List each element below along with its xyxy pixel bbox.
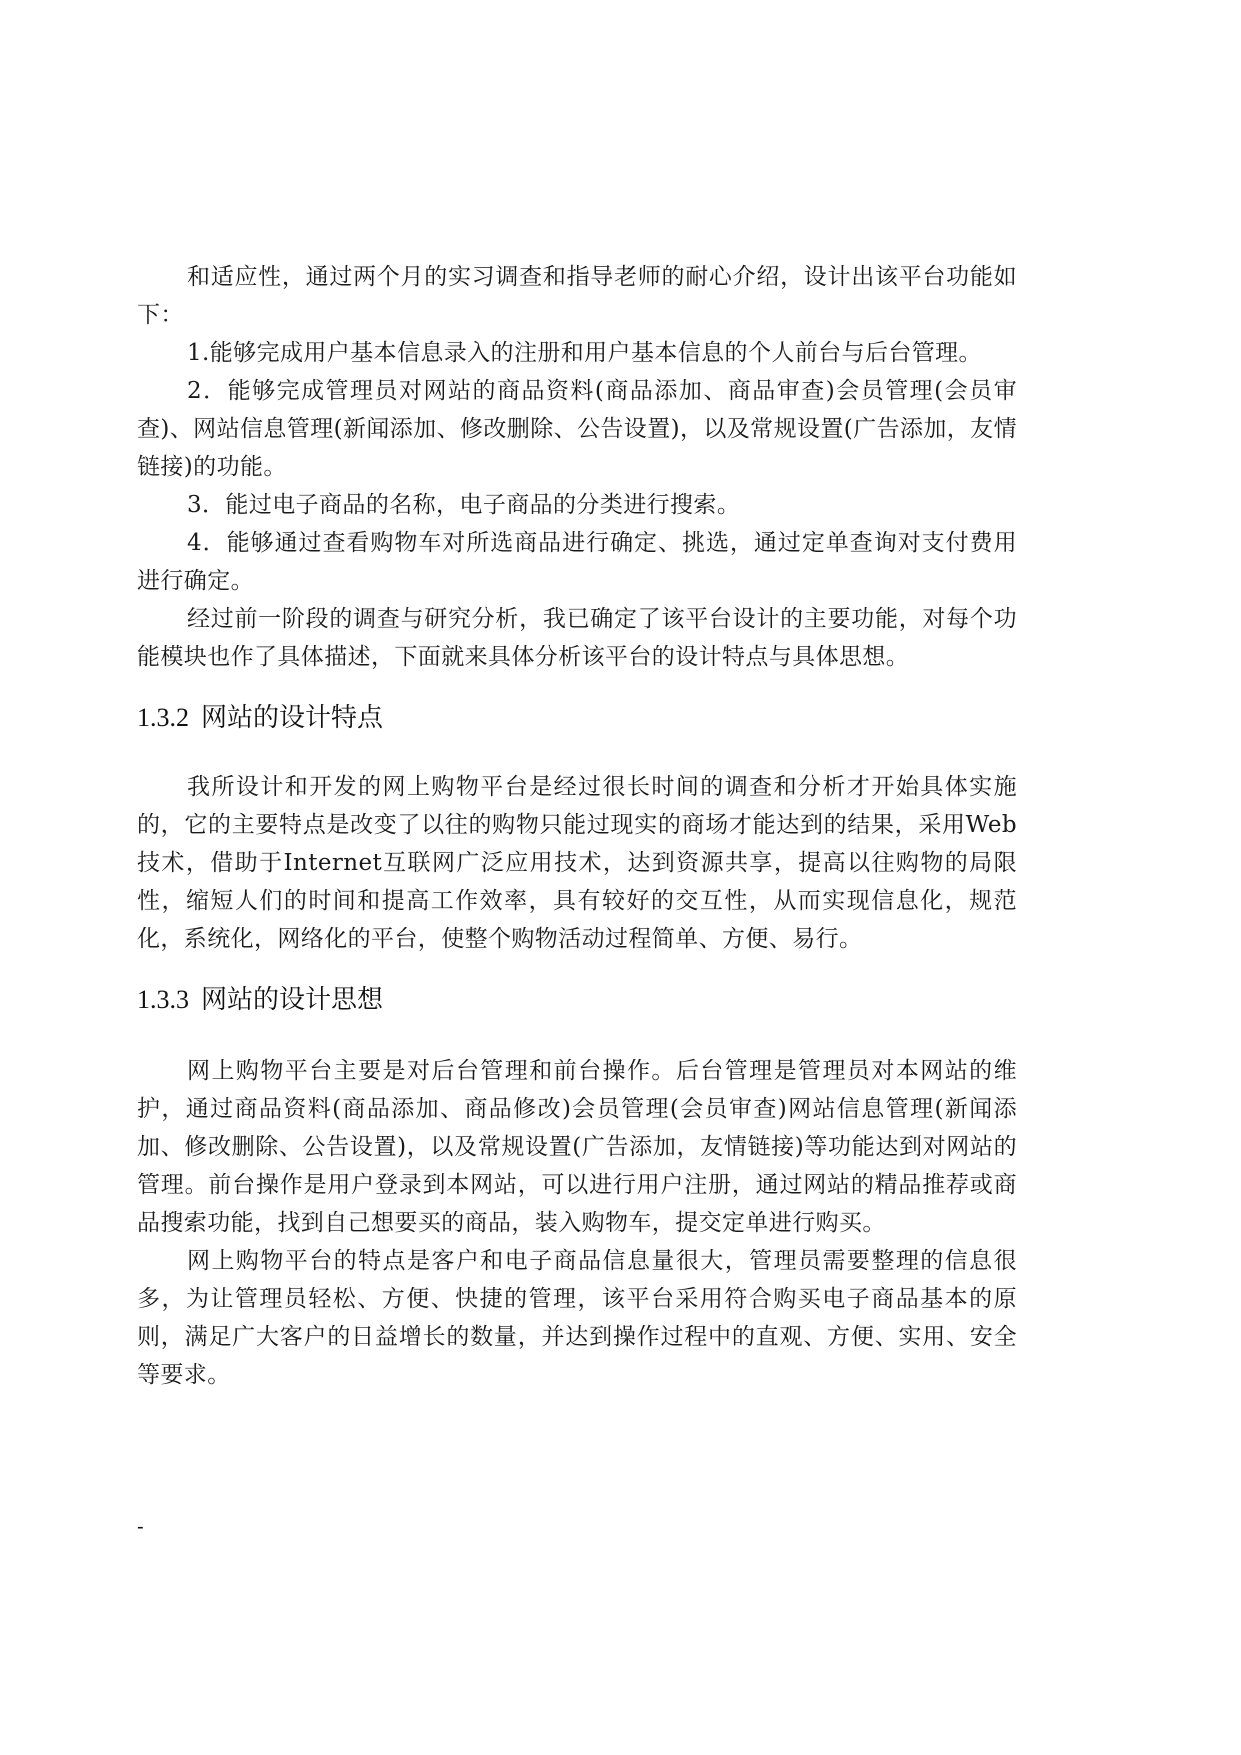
- section-number: 1.3.3: [137, 985, 189, 1014]
- page-footer-mark: -: [137, 1516, 144, 1538]
- list-item-4: 4．能够通过查看购物车对所选商品进行确定、挑选，通过定单查询对支付费用进行确定。: [137, 530, 1017, 594]
- section-title: 网站的设计特点: [201, 703, 384, 733]
- body-paragraph: 经过前一阶段的调查与研究分析，我已确定了该平台设计的主要功能，对每个功能模块也作了具体描述，下面就来具体分析该平台的设计特点与具体思想。: [137, 606, 1017, 670]
- section-number: 1.3.2: [137, 703, 189, 732]
- body-paragraph: 和适应性，通过两个月的实习调查和指导老师的耐心介绍，设计出该平台功能如下：: [137, 264, 1017, 328]
- body-paragraph: 网上购物平台主要是对后台管理和前台操作。后台管理是管理员对本网站的维护，通过商品资料(商品添加、商品修改)会员管理(会员审查)网站信息管理(新闻添加、修改删除、公告设置)，以及常规设置(广告添加，友情链接)等功能达到对网站的管理。前台操作是用户登录到本网站，可以进行用户注册，通过网站的精品推荐或商品搜索功能，找到自己想要买的商品，装入购物车，提交定单进行购买。: [137, 1058, 1017, 1236]
- document-body: [137, 258, 1017, 1394]
- list-item-3: 3．能过电子商品的名称，电子商品的分类进行搜索。: [187, 492, 741, 518]
- body-paragraph: 我所设计和开发的网上购物平台是经过很长时间的调查和分析才开始具体实施的，它的主要特点是改变了以往的购物只能过现实的商场才能达到的结果，采用Web技术，借助于Internet互联网广泛应用技术，达到资源共享，提高以往购物的局限性，缩短人们的时间和提高工作效率，具有较好的交互性，从而实现信息化，规范化，系统化，网络化的平台，使整个购物活动过程简单、方便、易行。: [137, 774, 1017, 952]
- body-paragraph: 网上购物平台的特点是客户和电子商品信息量很大，管理员需要整理的信息很多，为让管理员轻松、方便、快捷的管理，该平台采用符合购买电子商品基本的原则，满足广大客户的日益增长的数量，并达到操作过程中的直观、方便、实用、安全等要求。: [137, 1248, 1017, 1388]
- list-item-1: 1.能够完成用户基本信息录入的注册和用户基本信息的个人前台与后台管理。: [187, 340, 982, 366]
- section-heading-1-3-2: [137, 698, 1017, 738]
- section-heading-1-3-3: [137, 980, 1017, 1020]
- section-title: 网站的设计思想: [201, 985, 384, 1015]
- list-item-2: 2．能够完成管理员对网站的商品资料(商品添加、商品审查)会员管理(会员审查)、网站信息管理(新闻添加、修改删除、公告设置)，以及常规设置(广告添加，友情链接)的功能。: [137, 378, 1017, 480]
